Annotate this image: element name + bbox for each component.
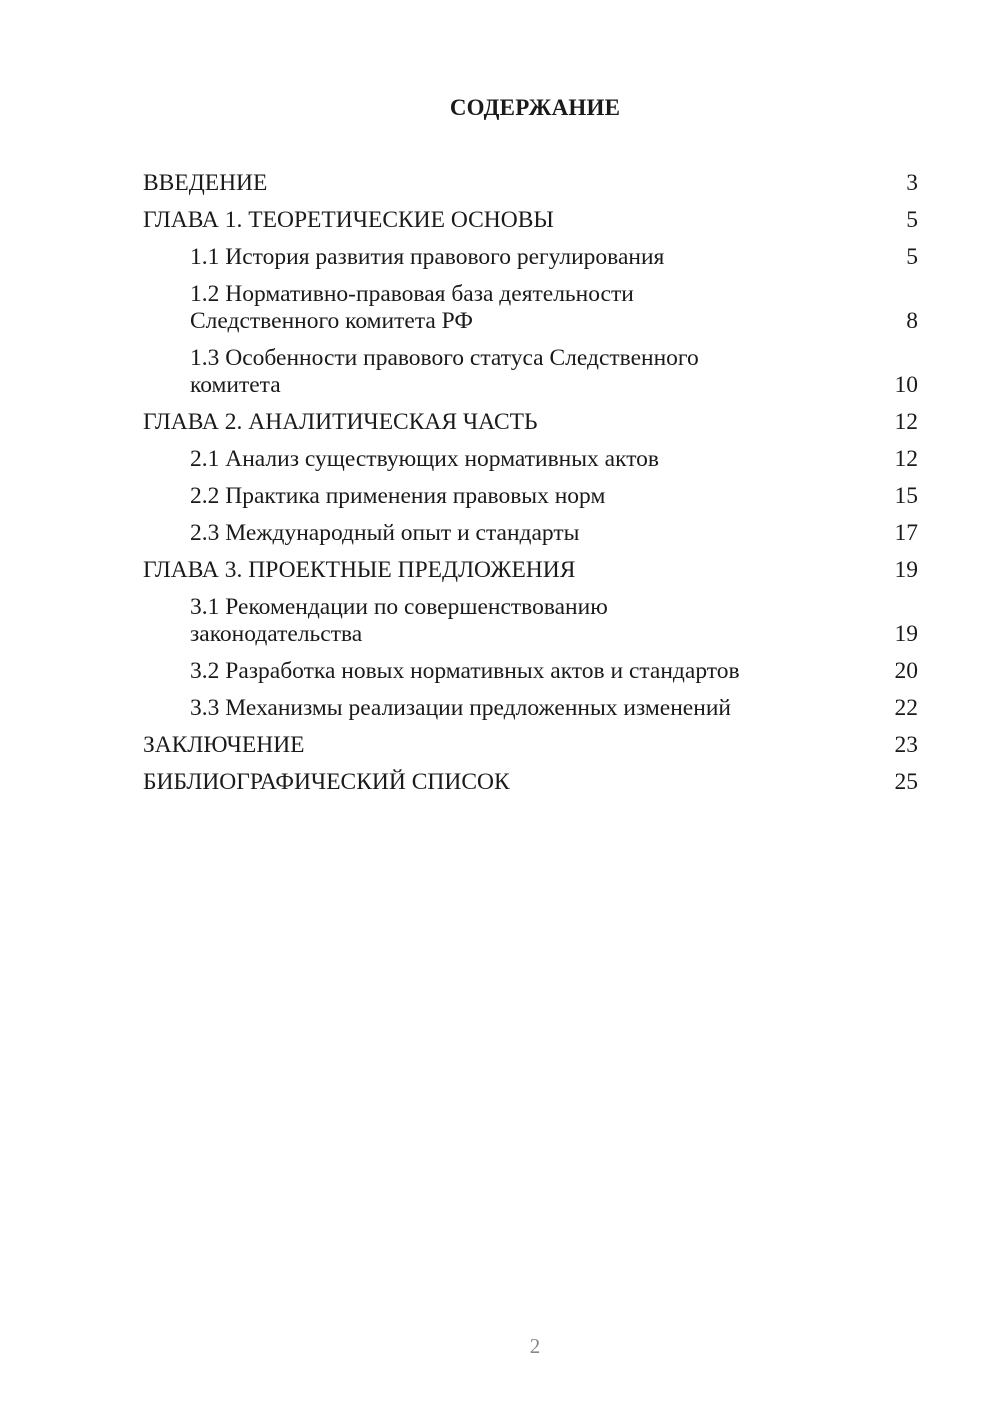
toc-entry-line: 3.3 Механизмы реализации предложенных изменений	[190, 695, 731, 721]
toc-entry-line: 2.3 Международный опыт и стандарты	[190, 520, 580, 546]
toc-entry-title	[143, 658, 740, 685]
toc-entry-page: 22	[894, 695, 918, 721]
toc-entry-page: 12	[894, 409, 918, 435]
toc-entry-page: 17	[894, 520, 918, 546]
toc-subsection-entry[interactable]	[143, 594, 918, 648]
toc-entry-line: БИБЛИОГРАФИЧЕСКИЙ СПИСОК	[143, 769, 510, 795]
toc-entry-title	[143, 695, 731, 722]
toc-entry-title	[143, 557, 575, 584]
toc-entry-page: 19	[894, 557, 918, 583]
toc-title: СОДЕРЖАНИЕ	[449, 95, 621, 120]
toc-entry-title	[143, 594, 608, 648]
toc-entry-title	[143, 170, 267, 197]
toc-entry-page: 15	[894, 483, 918, 509]
toc-entry-line: Следственного комитета РФ	[190, 308, 473, 334]
toc-entry-title	[143, 281, 634, 335]
page-number: 2	[529, 1334, 541, 1358]
toc-entry-line: 2.1 Анализ существующих нормативных актов	[190, 446, 660, 472]
toc-entry-title	[143, 520, 579, 547]
toc-chapter-entry[interactable]	[143, 207, 918, 234]
toc-chapter-entry[interactable]	[143, 557, 918, 584]
toc-subsection-entry[interactable]	[143, 483, 918, 510]
toc-entry-line: ГЛАВА 2. АНАЛИТИЧЕСКАЯ ЧАСТЬ	[143, 409, 538, 435]
toc-entry-title	[143, 446, 659, 473]
toc-entry-title	[143, 207, 554, 234]
toc-entry-line: ВВЕДЕНИЕ	[143, 170, 268, 196]
toc-subsection-entry[interactable]	[143, 658, 918, 685]
toc-entry-title	[143, 409, 538, 436]
toc-entry-line: законодательства	[190, 621, 363, 647]
toc-subsection-entry[interactable]	[143, 345, 918, 399]
toc-entry-page: 12	[894, 446, 918, 472]
toc-chapter-entry[interactable]	[143, 769, 918, 796]
toc-entry-line: 3.2 Разработка новых нормативных актов и стандартов	[190, 658, 740, 684]
toc-subsection-entry[interactable]	[143, 520, 918, 547]
toc-entry-line: комитета	[190, 372, 281, 398]
toc-entry-page: 20	[894, 658, 918, 684]
toc-entry-page: 10	[894, 372, 918, 398]
toc-entry-title	[143, 732, 305, 759]
toc-entry-page: 8	[906, 308, 918, 334]
toc-entry-line: ЗАКЛЮЧЕНИЕ	[143, 732, 305, 758]
toc-entry-page: 25	[894, 769, 918, 795]
toc-entry-line: 1.1 История развития правового регулирования	[190, 244, 665, 270]
toc-entry-page: 23	[894, 732, 918, 758]
toc-subsection-entry[interactable]	[143, 446, 918, 473]
toc-entry-page: 5	[906, 207, 918, 233]
toc-chapter-entry[interactable]	[143, 170, 918, 197]
toc-entry-title	[143, 483, 605, 510]
toc-entry-line: ГЛАВА 1. ТЕОРЕТИЧЕСКИЕ ОСНОВЫ	[143, 207, 554, 233]
toc-entry-line: 2.2 Практика применения правовых норм	[190, 483, 606, 509]
toc-entry-page: 3	[906, 170, 918, 196]
toc-entry-line: ГЛАВА 3. ПРОЕКТНЫЕ ПРЕДЛОЖЕНИЯ	[143, 557, 576, 583]
toc-entry-page: 19	[894, 621, 918, 647]
toc-entry-line: 1.2 Нормативно-правовая база деятельности	[190, 281, 634, 307]
toc-subsection-entry[interactable]	[143, 695, 918, 722]
toc-entry-title	[143, 345, 699, 399]
toc-chapter-entry[interactable]	[143, 409, 918, 436]
toc-entry-page: 5	[906, 244, 918, 270]
toc-subsection-entry[interactable]	[143, 244, 918, 271]
toc-chapter-entry[interactable]	[143, 732, 918, 759]
table-of-contents	[143, 170, 918, 806]
toc-entry-line: 3.1 Рекомендации по совершенствованию	[190, 594, 608, 620]
toc-entry-title	[143, 769, 510, 796]
toc-subsection-entry[interactable]	[143, 281, 918, 335]
toc-entry-line: 1.3 Особенности правового статуса Следственного	[190, 345, 699, 371]
toc-entry-title	[143, 244, 664, 271]
